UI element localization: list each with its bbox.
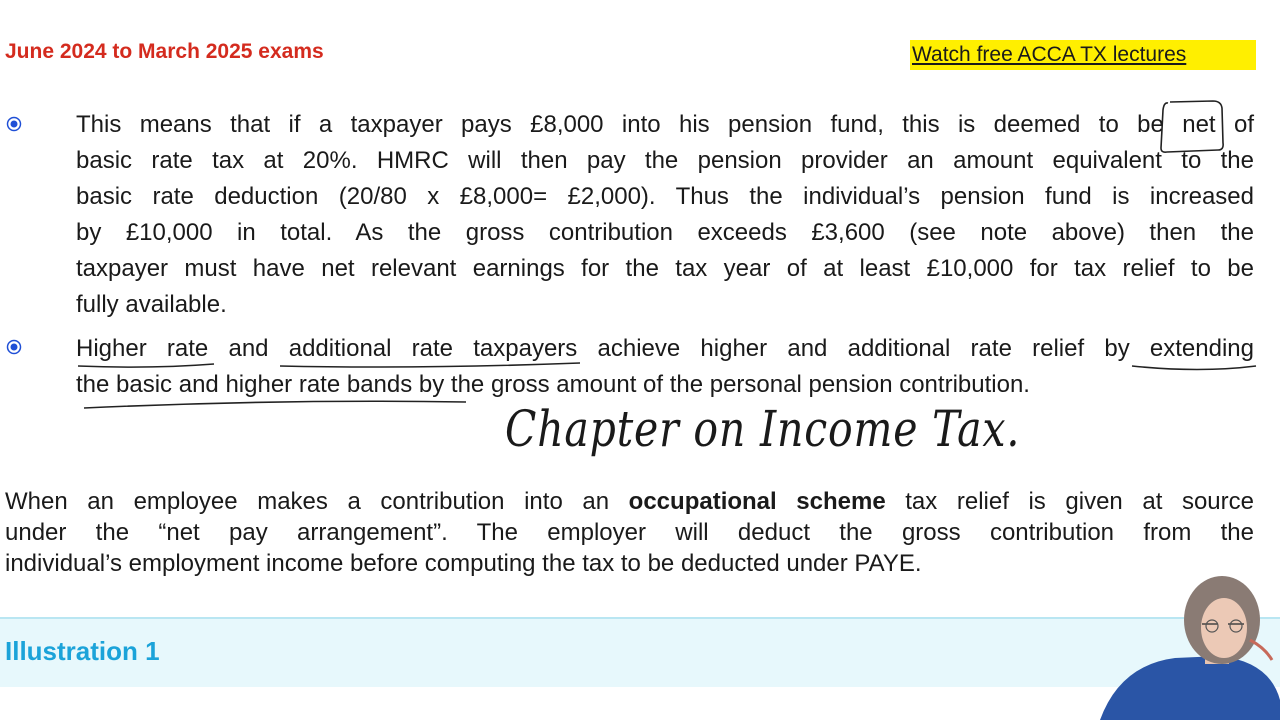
handwritten-note: Chapter on Income Tax. [505, 400, 1021, 458]
radio-bullet-icon [6, 339, 22, 355]
lecture-link[interactable]: Watch free ACCA TX lectures [910, 40, 1256, 70]
paragraph-line: fully available. [76, 291, 227, 318]
paragraph-line: basic rate tax at 20%. HMRC will then pay the pension provider an amount equivalent to the [76, 147, 1254, 174]
radio-bullet-icon [6, 116, 22, 132]
paragraph-line: the basic and higher rate bands by the gross amount of the personal pension contribution. [76, 371, 1030, 398]
occ-text-after: tax relief is given at source [885, 488, 1254, 515]
occ-text-before: When an employee makes a contribution into an [5, 488, 629, 515]
paragraph-line: taxpayer must have net relevant earnings for the tax year of at least £10,000 for tax relief to be [76, 255, 1254, 282]
paragraph-line [5, 486, 1254, 517]
paragraph-line: basic rate deduction (20/80 x £8,000= £2,000). Thus the individual’s pension fund is increased [76, 183, 1254, 210]
bullet-paragraph-net-relief [76, 107, 1254, 323]
occupational-scheme-term: occupational scheme [628, 488, 886, 515]
bullet-paragraph-higher-rate [76, 331, 1254, 403]
paragraph-line: by £10,000 in total. As the gross contribution exceeds £3,600 (see note above) then the [76, 219, 1254, 246]
occupational-scheme-paragraph [5, 486, 1254, 579]
paragraph-line: Higher rate and additional rate taxpayers achieve higher and additional rate relief by extending [76, 335, 1254, 362]
illustration-band [0, 617, 1280, 687]
paragraph-line: individual’s employment income before computing the tax to be deducted under PAYE. [5, 550, 922, 577]
paragraph-line: This means that if a taxpayer pays £8,000 into his pension fund, this is deemed to be net of [76, 111, 1254, 138]
illustration-title: Illustration 1 [5, 636, 160, 666]
paragraph-line: under the “net pay arrangement”. The employer will deduct the gross contribution from the [5, 519, 1254, 546]
exam-period-heading: June 2024 to March 2025 exams [5, 40, 324, 63]
presenter-webcam-image [1100, 570, 1280, 720]
